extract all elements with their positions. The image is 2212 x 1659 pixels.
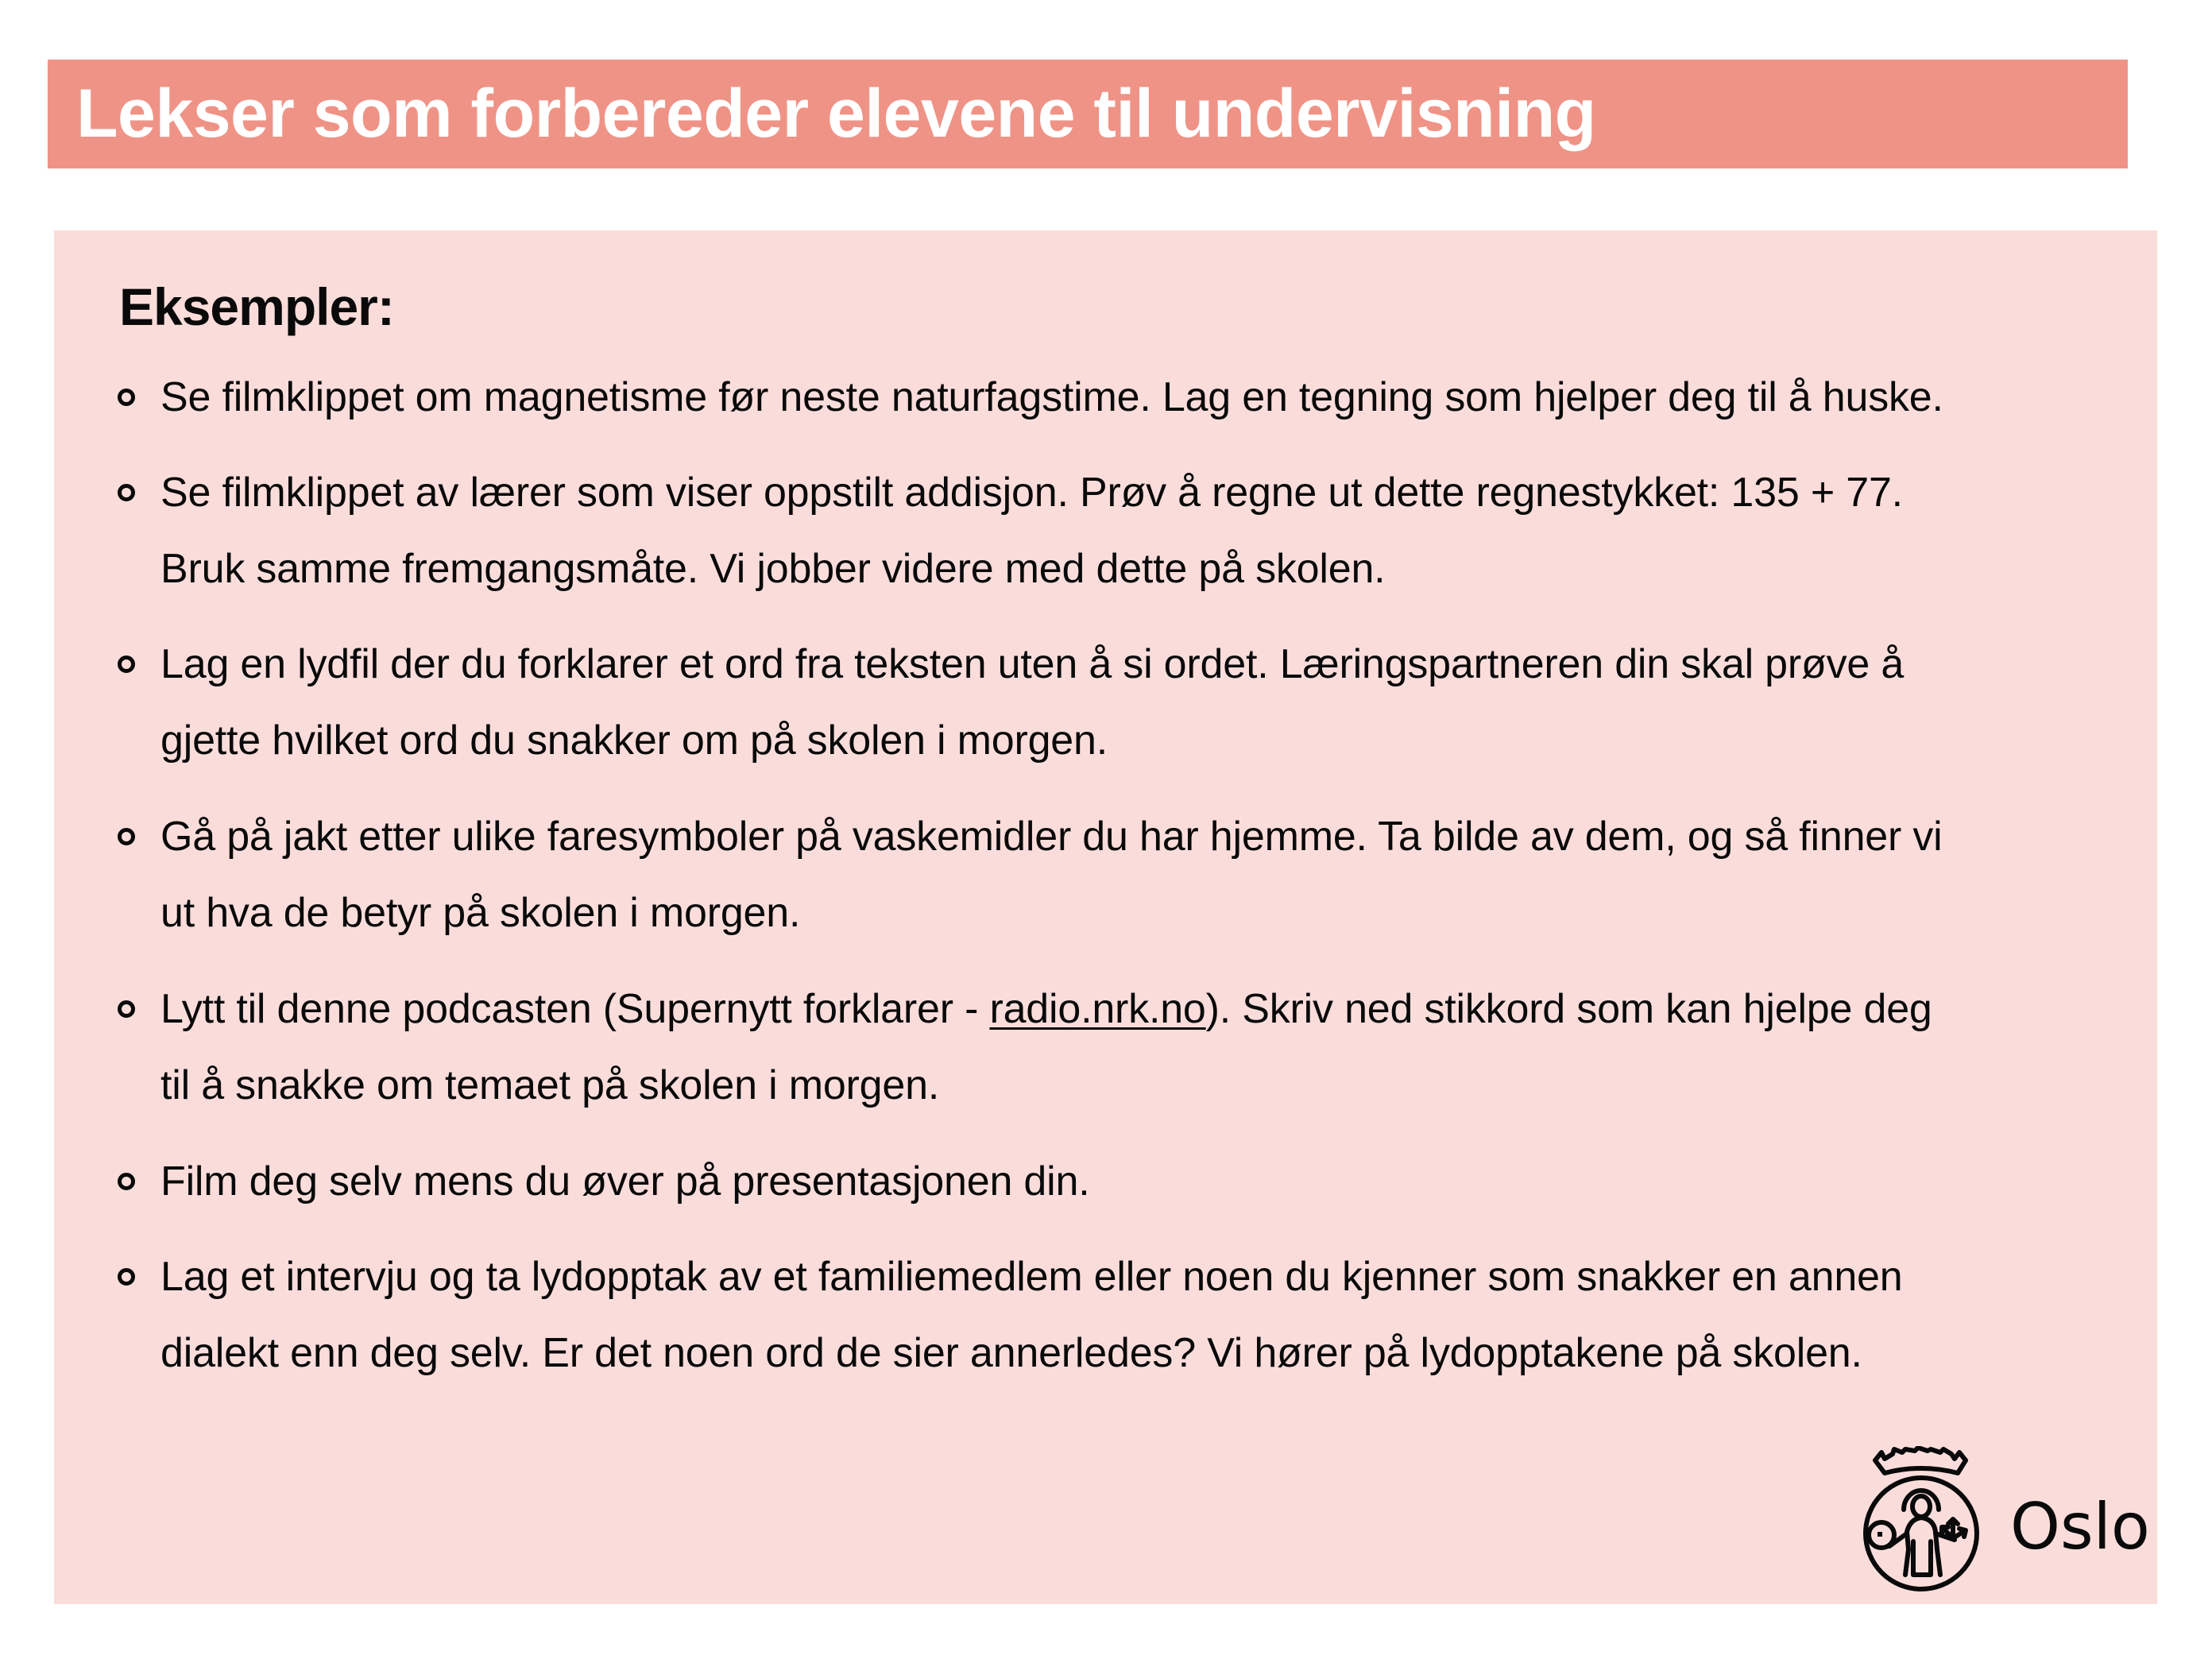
list-item-text-continued: dialekt enn deg selv. Er det noen ord de sier annerledes? Vi hører på lydopptakene på skolen.: [160, 1330, 1862, 1376]
examples-panel: [54, 230, 2157, 1604]
page-title: Lekser som forbereder elevene til undervisning: [76, 75, 1596, 152]
list-item-text-continued: gjette hvilket ord du snakker om på skolen i morgen.: [160, 717, 1108, 764]
radio-nrk-link[interactable]: radio.nrk.no: [989, 986, 1206, 1032]
bullet-circle-icon: [118, 655, 135, 673]
oslo-city-seal-icon: [1858, 1446, 1985, 1605]
bullet-circle-icon: [118, 1173, 135, 1190]
oslo-wordmark: Oslo: [2010, 1490, 2150, 1564]
oslo-logo: [1858, 1446, 2160, 1605]
list-item-text: Film deg selv mens du øver på presentasjonen din.: [160, 1158, 1090, 1205]
list-item-text: Gå på jakt etter ulike faresymboler på vaskemidler du har hjemme. Ta bilde av dem, og så finner vi: [160, 814, 1943, 860]
list-item-text: Se filmklippet om magnetisme før neste naturfagstime. Lag en tegning som hjelper deg til å huske.: [160, 374, 1943, 420]
title-bar: [48, 60, 2128, 168]
list-item-text: Lag en lydfil der du forklarer et ord fra teksten uten å si ordet. Læringspartneren din skal prøve å: [160, 641, 1905, 687]
list-item-text-before-link: Lytt til denne podcasten (Supernytt forklarer -: [160, 986, 990, 1032]
bullet-circle-icon: [118, 828, 135, 845]
list-item-text: [160, 985, 1932, 1033]
list-item-text: Se filmklippet av lærer som viser oppstilt addisjon. Prøv å regne ut dette regnestykket: 135 + 77.: [160, 470, 1903, 516]
list-item-text: Lag et intervju og ta lydopptak av et familiemedlem eller noen du kjenner som snakker en annen: [160, 1254, 1903, 1300]
examples-heading: Eksempler:: [119, 277, 394, 336]
bullet-circle-icon: [118, 484, 135, 501]
list-item-text-after-link: ). Skriv ned stikkord som kan hjelpe deg: [1205, 986, 1932, 1032]
list-item-text-continued: ut hva de betyr på skolen i morgen.: [160, 890, 801, 936]
list-item-text-continued: til å snakke om temaet på skolen i morgen.: [160, 1062, 940, 1108]
bullet-circle-icon: [118, 1268, 135, 1286]
bullet-circle-icon: [118, 389, 135, 406]
list-item-text-continued: Bruk samme fremgangsmåte. Vi jobber videre med dette på skolen.: [160, 546, 1386, 592]
bullet-circle-icon: [118, 1000, 135, 1018]
